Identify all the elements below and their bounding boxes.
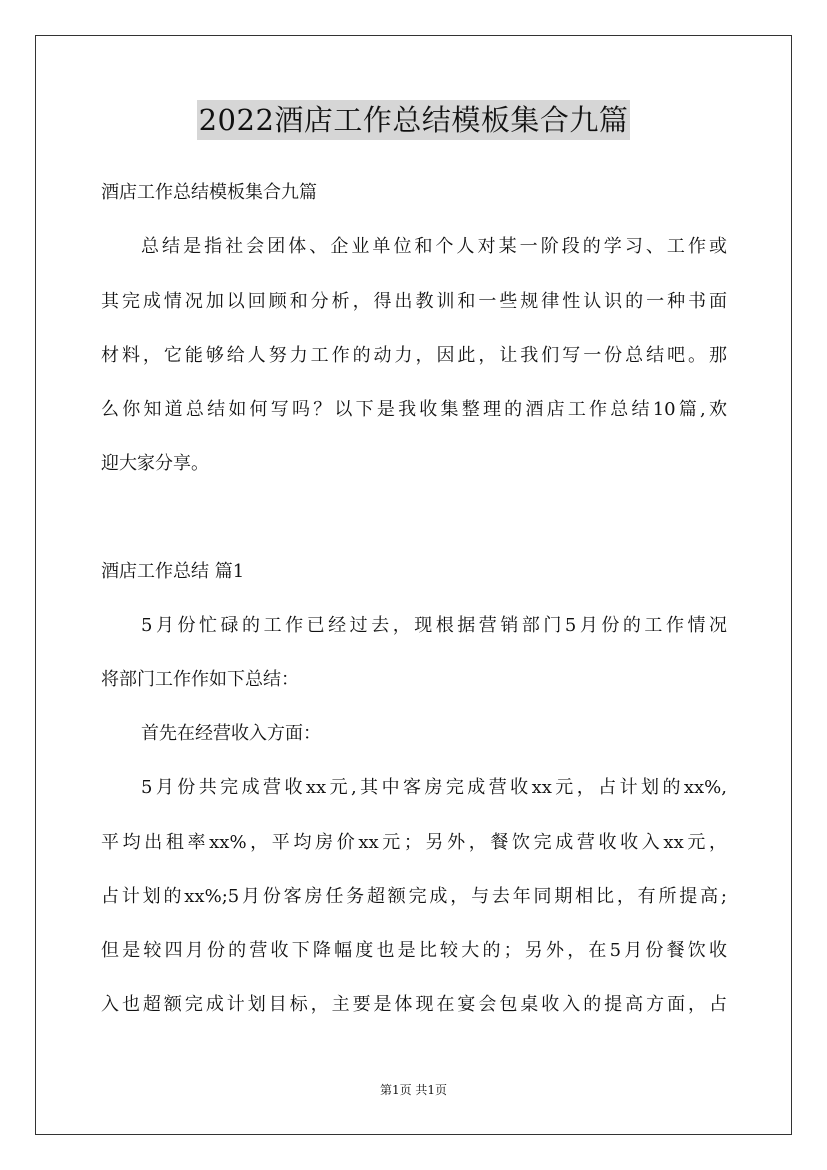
document-title: 2022酒店工作总结模板集合九篇 [197, 100, 631, 140]
title-container [0, 100, 827, 140]
paragraph-line: 首先在经营收入方面： [141, 723, 321, 744]
paragraph-line: 5月份共完成营收xx元,其中客房完成营收xx元，占计划的xx%, [141, 777, 727, 798]
section-heading: 酒店工作总结 篇1 [101, 561, 245, 582]
paragraph-line: 将部门工作作如下总结： [101, 669, 299, 690]
page-number-footer: 第1页 共1页 [379, 1083, 448, 1097]
paragraph-line: 占计划的xx%;5月份客房任务超额完成，与去年同期相比，有所提高; [101, 886, 727, 907]
subtitle: 酒店工作总结模板集合九篇 [101, 182, 317, 203]
paragraph-line: 平均出租率xx%，平均房价xx元；另外，餐饮完成营收收入xx元， [101, 832, 727, 853]
intro-line: 么你知道总结如何写吗？以下是我收集整理的酒店工作总结10篇,欢 [101, 399, 727, 420]
intro-line: 材料，它能够给人努力工作的动力，因此，让我们写一份总结吧。那 [101, 345, 727, 366]
intro-line: 总结是指社会团体、企业单位和个人对某一阶段的学习、工作或 [141, 236, 727, 257]
paragraph-line: 但是较四月份的营收下降幅度也是比较大的；另外，在5月份餐饮收 [101, 940, 727, 961]
intro-line: 其完成情况加以回顾和分析，得出教训和一些规律性认识的一种书面 [101, 291, 727, 312]
paragraph-line: 入也超额完成计划目标，主要是体现在宴会包桌收入的提高方面，占 [101, 994, 727, 1015]
paragraph-line: 5月份忙碌的工作已经过去，现根据营销部门5月份的工作情况 [141, 615, 727, 636]
intro-line: 迎大家分享。 [101, 453, 209, 474]
